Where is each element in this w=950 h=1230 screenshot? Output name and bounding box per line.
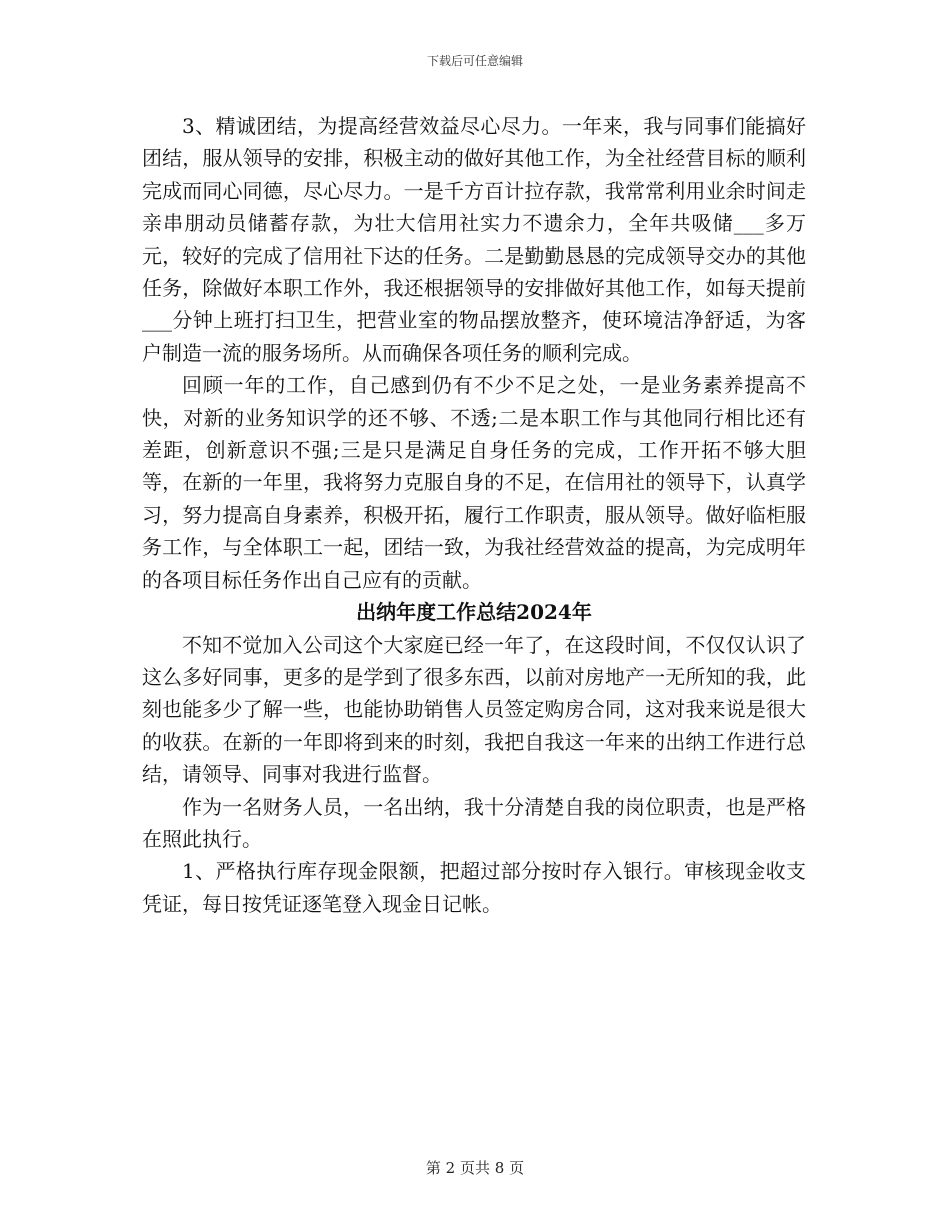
paragraph-duties: 作为一名财务人员，一名出纳，我十分清楚自我的岗位职责，也是严格在照此执行。 [142,794,806,851]
page-header: 下载后可任意编辑 [426,54,523,68]
document-body [142,110,806,920]
paragraph-cash-limit: 1、严格执行库存现金限额，把超过部分按时存入银行。审核现金收支凭证，每日按凭证逐笔登入现金日记帐。 [142,859,806,916]
section-title: 出纳年度工作总结2024年 [356,600,592,625]
page-footer: 第 2 页共 8 页 [425,1159,525,1177]
paragraph-review: 回顾一年的工作，自己感到仍有不少不足之处，一是业务素养提高不快，对新的业务知识学的还不够、不透;二是本职工作与其他同行相比还有差距，创新意识不强;三是只是满足自身任务的完成，工作开拓不够大胆等，在新的一年里，我将努力克服自身的不足，在信用社的领导下，认真学习，努力提高自身素养，积极开拓，履行工作职责，服从领导。做好临柜服务工作，与全体职工一起，团结一致，为我社经营效益的提高，为完成明年的各项目标任务作出自己应有的贡献。 [142,373,806,592]
paragraph-intro: 不知不觉加入公司这个大家庭已经一年了，在这段时间，不仅仅认识了这么多好同事，更多的是学到了很多东西，以前对房地产一无所知的我，此刻也能多少了解一些，也能协助销售人员签定购房合同，这对我来说是很大的收获。在新的一年即将到来的时刻，我把自我这一年来的出纳工作进行总结，请领导、同事对我进行监督。 [142,632,806,787]
paragraph-teamwork: 3、精诚团结，为提高经营效益尽心尽力。一年来，我与同事们能搞好团结，服从领导的安排，积极主动的做好其他工作，为全社经营目标的顺利完成而同心同德，尽心尽力。一是千方百计拉存款，我常常利用业余时间走亲串朋动员储蓄存款，为壮大信用社实力不遗余力，全年共吸储___多万元，较好的完成了信用社下达的任务。二是勤勤恳恳的完成领导交办的其他任务，除做好本职工作外，我还根据领导的安排做好其他工作，如每天提前___分钟上班打扫卫生，把营业室的物品摆放整齐，使环境洁净舒适，为客户制造一流的服务场所。从而确保各项任务的顺利完成。 [142,114,806,365]
